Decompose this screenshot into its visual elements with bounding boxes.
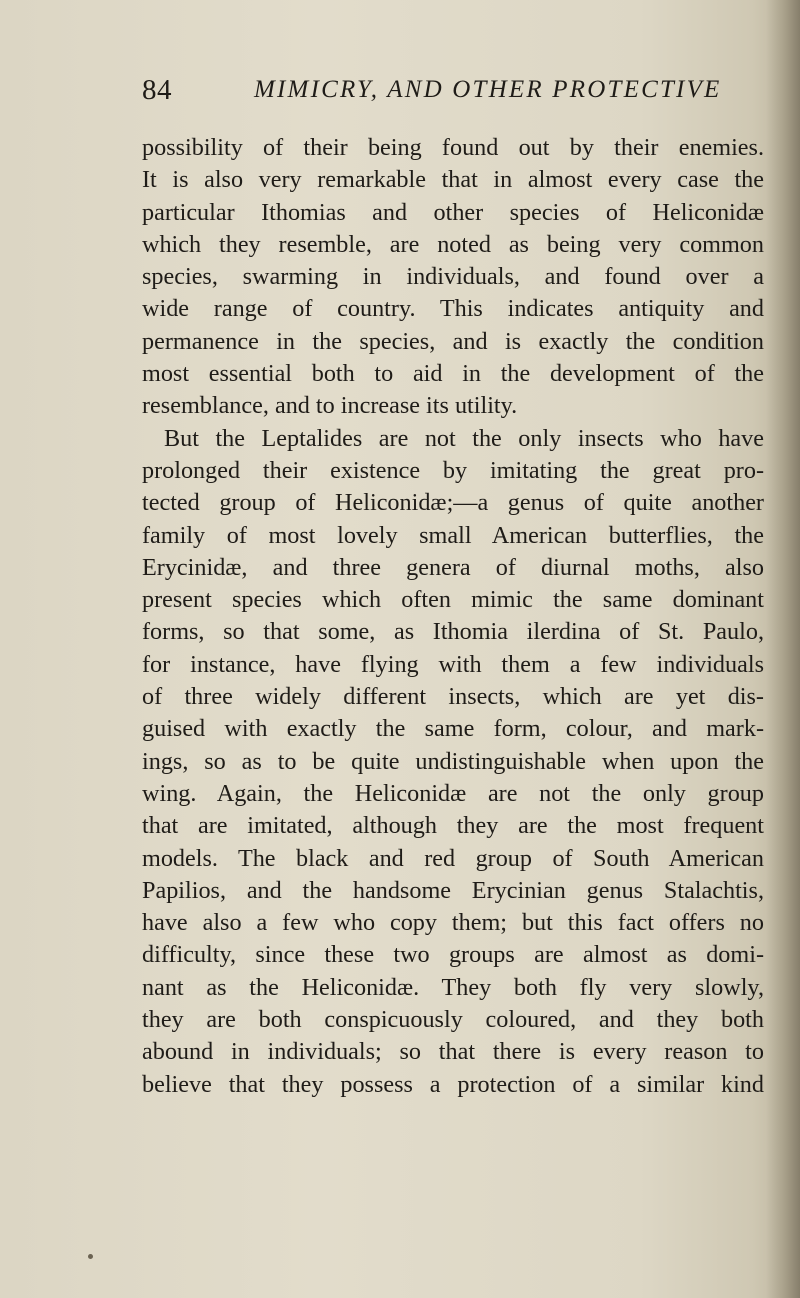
- text-line: tected group of Heliconidæ;—a genus of quite another: [142, 489, 764, 517]
- text-line: prolonged their existence by imitating the great pro-: [142, 456, 764, 484]
- text-line: guised with exactly the same form, colour, and mark-: [142, 715, 764, 743]
- text-line: which they resemble, are noted as being very common: [142, 230, 764, 258]
- text-line: most essential both to aid in the development of the: [142, 360, 764, 388]
- text-line: they are both conspicuously coloured, and they both: [142, 1006, 764, 1034]
- text-line: ings, so as to be quite undistinguishable when upon the: [142, 747, 764, 775]
- page-number: 84: [142, 74, 172, 106]
- text-line: forms, so that some, as Ithomia ilerdina of St. Paulo,: [142, 618, 764, 646]
- text-line: It is also very remarkable that in almost every case the: [142, 166, 764, 194]
- text-line: particular Ithomias and other species of Heliconidæ: [142, 198, 764, 226]
- text-line: family of most lovely small American butterflies, the: [142, 521, 764, 549]
- text-line: believe that they possess a protection of a similar kind: [142, 1070, 764, 1098]
- running-head: MIMICRY, AND OTHER PROTECTIVE: [254, 76, 722, 103]
- text-line: Papilios, and the handsome Erycinian genus Stalachtis,: [142, 876, 764, 904]
- text-line: nant as the Heliconidæ. They both fly very slowly,: [142, 973, 764, 1001]
- body-text: [142, 132, 764, 1101]
- text-line: have also a few who copy them; but this fact offers no: [142, 909, 764, 937]
- text-line: difficulty, since these two groups are almost as domi-: [142, 941, 764, 969]
- text-line: species, swarming in individuals, and found over a: [142, 263, 764, 291]
- text-line: wide range of country. This indicates antiquity and: [142, 295, 764, 323]
- text-line: possibility of their being found out by their enemies.: [142, 134, 764, 161]
- text-line: permanence in the species, and is exactly the condition: [142, 327, 764, 355]
- text-line: of three widely different insects, which are yet dis-: [142, 683, 764, 711]
- text-line: models. The black and red group of South American: [142, 844, 764, 872]
- text-line: present species which often mimic the same dominant: [142, 586, 764, 614]
- page-spine-shadow: [766, 0, 800, 1298]
- text-line: abound in individuals; so that there is every reason to: [142, 1038, 764, 1066]
- text-line: But the Leptalides are not the only insects who have: [164, 424, 764, 452]
- text-line: resemblance, and to increase its utility.: [142, 392, 518, 420]
- text-line: for instance, have flying with them a few individuals: [142, 650, 764, 678]
- page-header: [142, 70, 782, 110]
- text-line: that are imitated, although they are the most frequent: [142, 812, 764, 840]
- ink-speck: [88, 1254, 93, 1259]
- text-line: wing. Again, the Heliconidæ are not the only group: [142, 779, 764, 807]
- text-line: Erycinidæ, and three genera of diurnal moths, also: [142, 553, 764, 581]
